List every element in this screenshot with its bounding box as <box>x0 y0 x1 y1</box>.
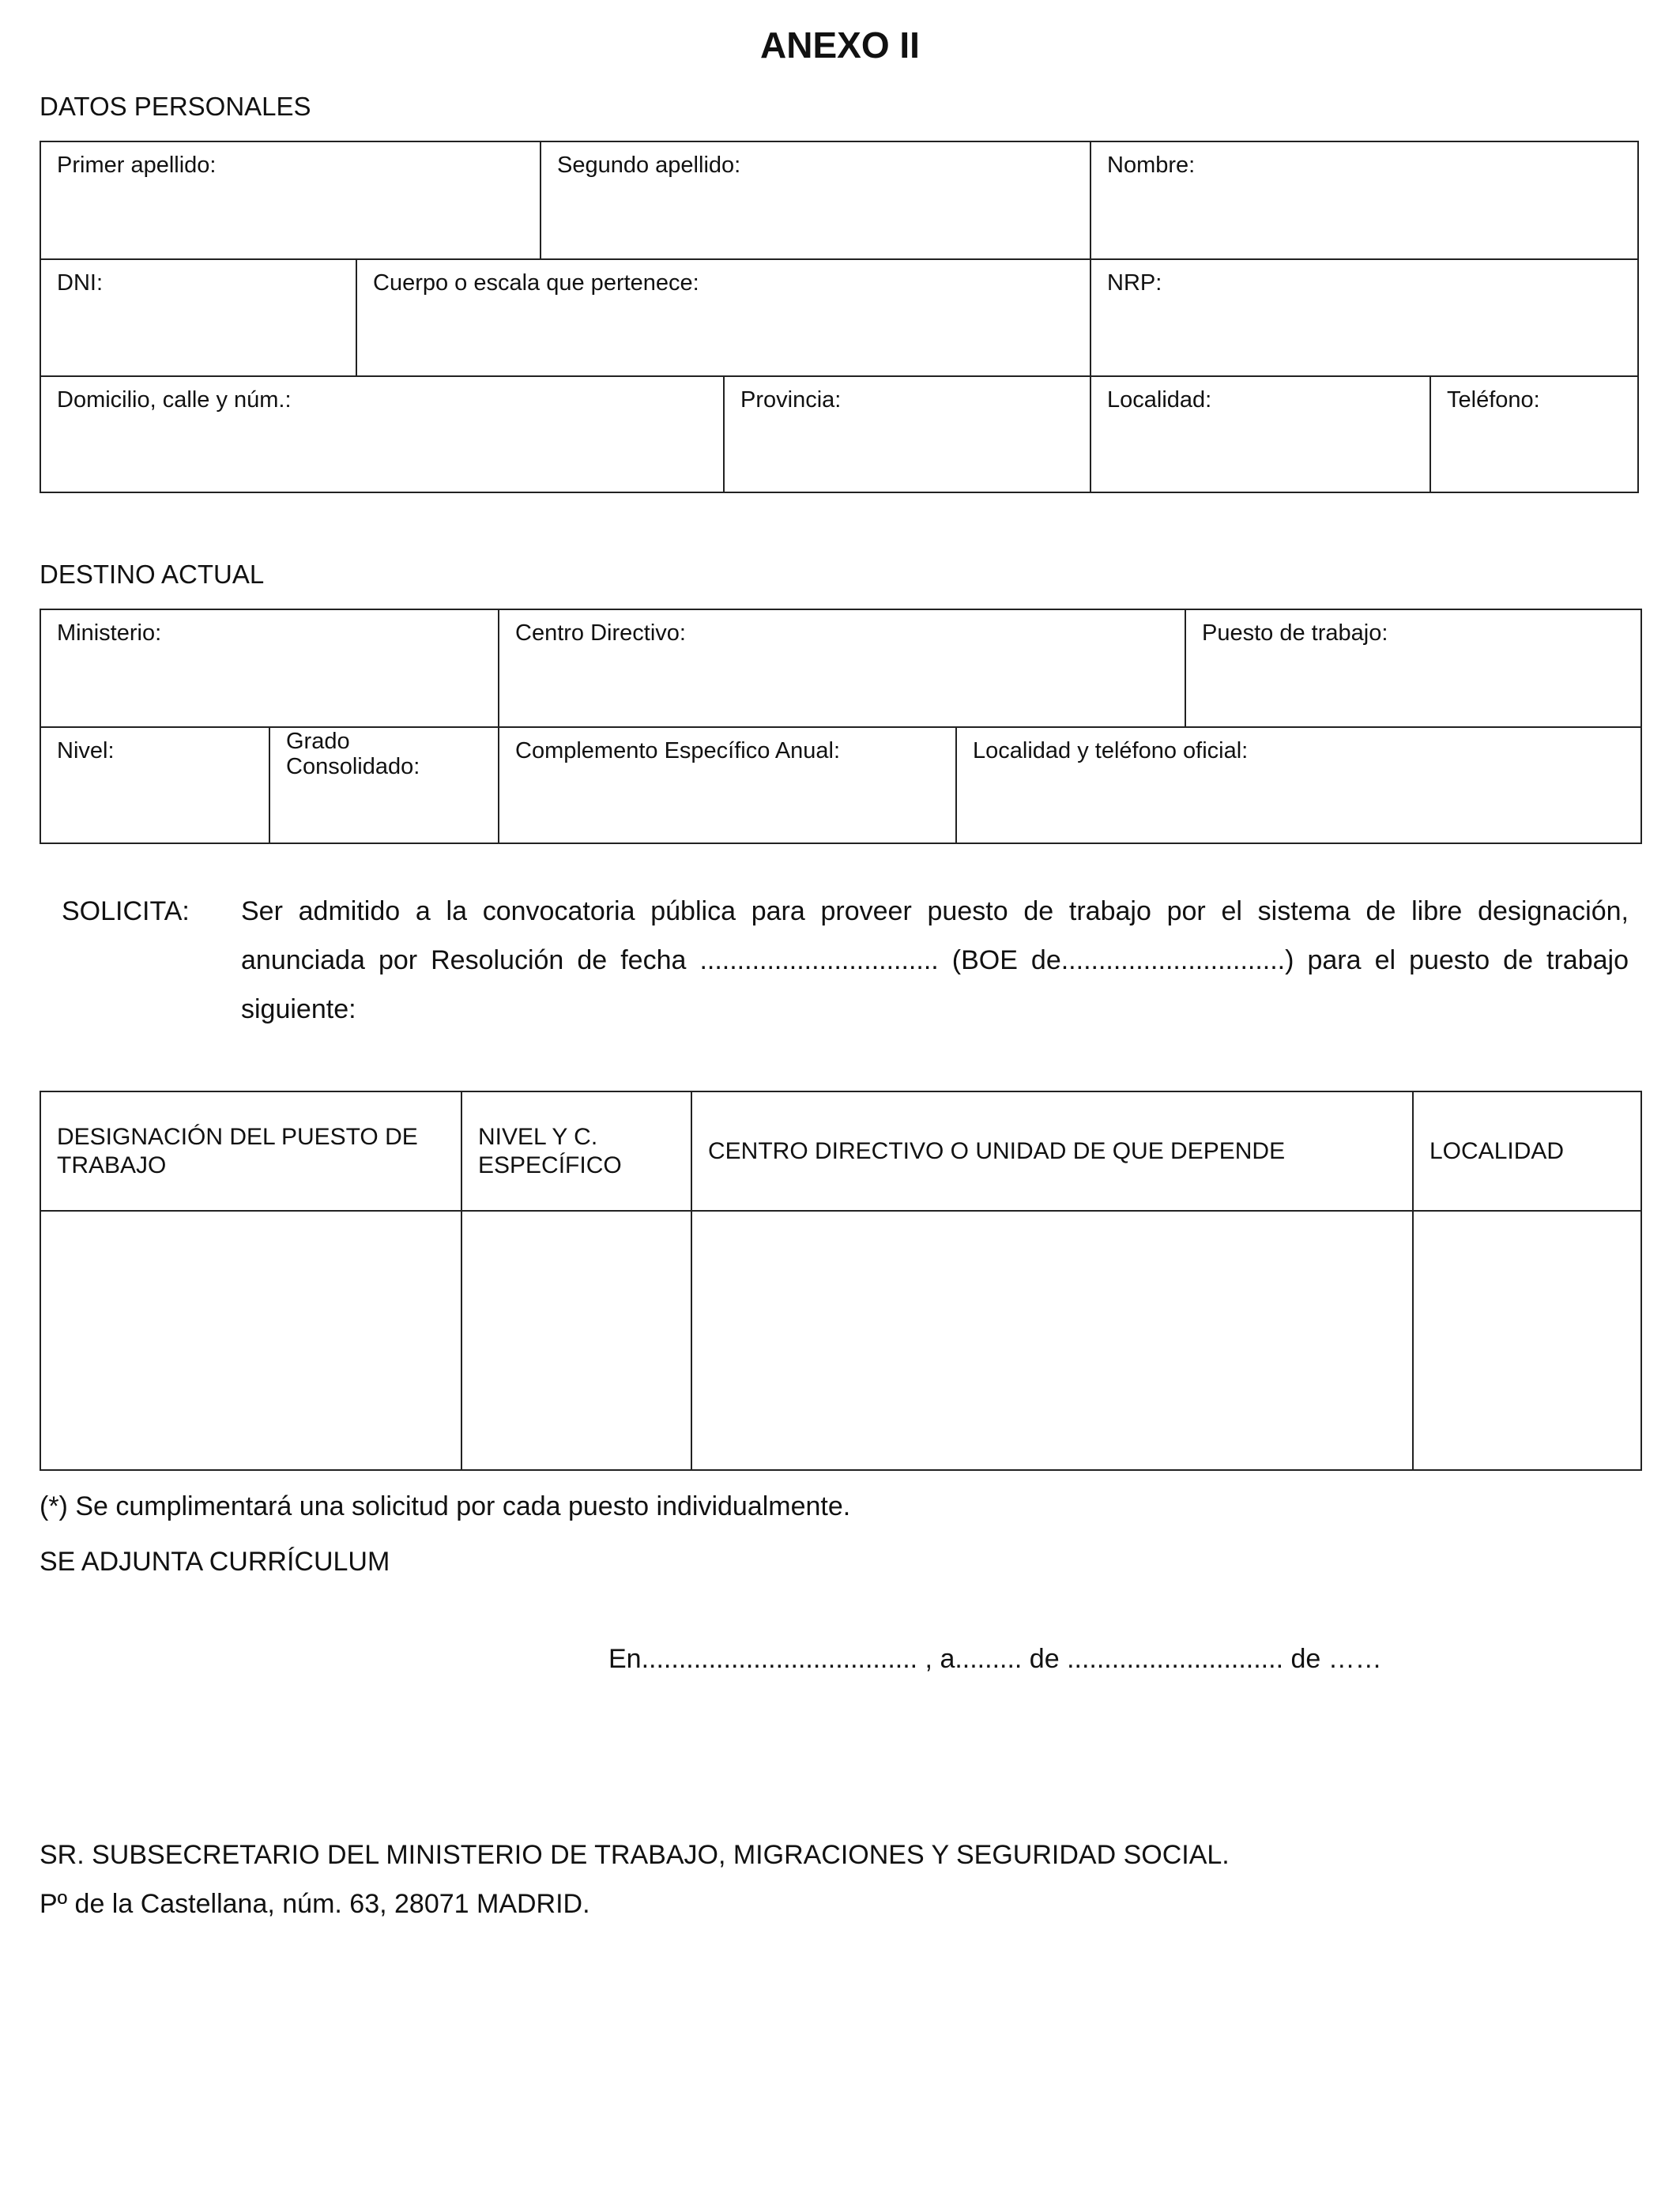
footnote: (*) Se cumplimentará una solicitud por cada puesto individualmente. <box>40 1491 851 1521</box>
cuerpo-label: Cuerpo o escala que pertenece: <box>373 270 699 296</box>
nrp-field[interactable] <box>1091 260 1637 375</box>
grado-label: Grado Consolidado: <box>286 729 420 779</box>
adjunta-curriculum: SE ADJUNTA CURRÍCULUM <box>40 1547 390 1577</box>
destino-actual-table <box>40 609 1642 844</box>
dni-label: DNI: <box>57 270 103 296</box>
centro-directivo-field[interactable] <box>499 610 1185 726</box>
nrp-label: NRP: <box>1107 270 1162 296</box>
segundo-apellido-field[interactable] <box>541 142 1090 258</box>
puesto-label: Puesto de trabajo: <box>1202 620 1388 646</box>
localidad-telefono-label: Localidad y teléfono oficial: <box>973 738 1249 763</box>
ministerio-field[interactable] <box>41 610 498 726</box>
destinatario: SR. SUBSECRETARIO DEL MINISTERIO DE TRABAJO, MIGRACIONES Y SEGURIDAD SOCIAL. <box>40 1840 1230 1870</box>
nivel-label: Nivel: <box>57 738 115 763</box>
solicita-text: Ser admitido a la convocatoria pública para proveer puesto de trabajo por el sistema de libre designación, anunciada por Resolución de fecha ................................ (BOE de..............................) para el puesto de trabajo siguiente: <box>241 896 1629 1024</box>
header-localidad-label: LOCALIDAD <box>1430 1137 1565 1164</box>
ministerio-label: Ministerio: <box>57 620 162 646</box>
header-nivel-label: NIVEL Y C. ESPECÍFICO <box>478 1123 622 1178</box>
provincia-field[interactable] <box>725 377 1090 492</box>
datos-personales-heading: DATOS PERSONALES <box>40 92 311 121</box>
centro-directivo-label: Centro Directivo: <box>515 620 686 646</box>
localidad-field[interactable] <box>1091 377 1430 492</box>
direccion: Pº de la Castellana, núm. 63, 28071 MADRID. <box>40 1889 590 1919</box>
nivel-input-cell[interactable] <box>462 1212 691 1469</box>
primer-apellido-field[interactable] <box>41 142 540 258</box>
primer-apellido-label: Primer apellido: <box>57 153 217 178</box>
telefono-label: Teléfono: <box>1447 387 1540 413</box>
complemento-field[interactable] <box>499 728 955 843</box>
nivel-field[interactable] <box>41 728 269 843</box>
destino-actual-heading: DESTINO ACTUAL <box>40 560 265 589</box>
page-title: ANEXO II <box>760 25 920 66</box>
cuerpo-field[interactable] <box>357 260 1090 375</box>
grado-field[interactable] <box>270 728 498 843</box>
telefono-field[interactable] <box>1431 377 1637 492</box>
nombre-field[interactable] <box>1091 142 1637 258</box>
provincia-label: Provincia: <box>740 387 842 413</box>
complemento-label: Complemento Específico Anual: <box>515 738 841 763</box>
datos-personales-table <box>40 141 1639 493</box>
localidad-telefono-field[interactable] <box>957 728 1640 843</box>
puesto-field[interactable] <box>1186 610 1640 726</box>
localidad-input-cell[interactable] <box>1414 1212 1640 1469</box>
domicilio-label: Domicilio, calle y núm.: <box>57 387 292 413</box>
nombre-label: Nombre: <box>1107 153 1196 178</box>
puesto-table <box>40 1091 1642 1471</box>
header-designacion <box>41 1092 461 1210</box>
header-centro <box>692 1092 1412 1210</box>
solicita-label: SOLICITA: <box>62 896 190 926</box>
localidad-label: Localidad: <box>1107 387 1212 413</box>
segundo-apellido-label: Segundo apellido: <box>557 153 741 178</box>
designacion-input-cell[interactable] <box>41 1212 461 1469</box>
domicilio-field[interactable] <box>41 377 723 492</box>
fecha-linea: En..................................... , a......... de ............................. de …… <box>608 1644 1382 1674</box>
header-centro-label: CENTRO DIRECTIVO O UNIDAD DE QUE DEPENDE <box>708 1137 1286 1164</box>
header-designacion-label: DESIGNACIÓN DEL PUESTO DE TRABAJO <box>57 1123 418 1178</box>
header-localidad <box>1414 1092 1640 1210</box>
dni-field[interactable] <box>41 260 356 375</box>
header-nivel <box>462 1092 691 1210</box>
centro-input-cell[interactable] <box>692 1212 1412 1469</box>
